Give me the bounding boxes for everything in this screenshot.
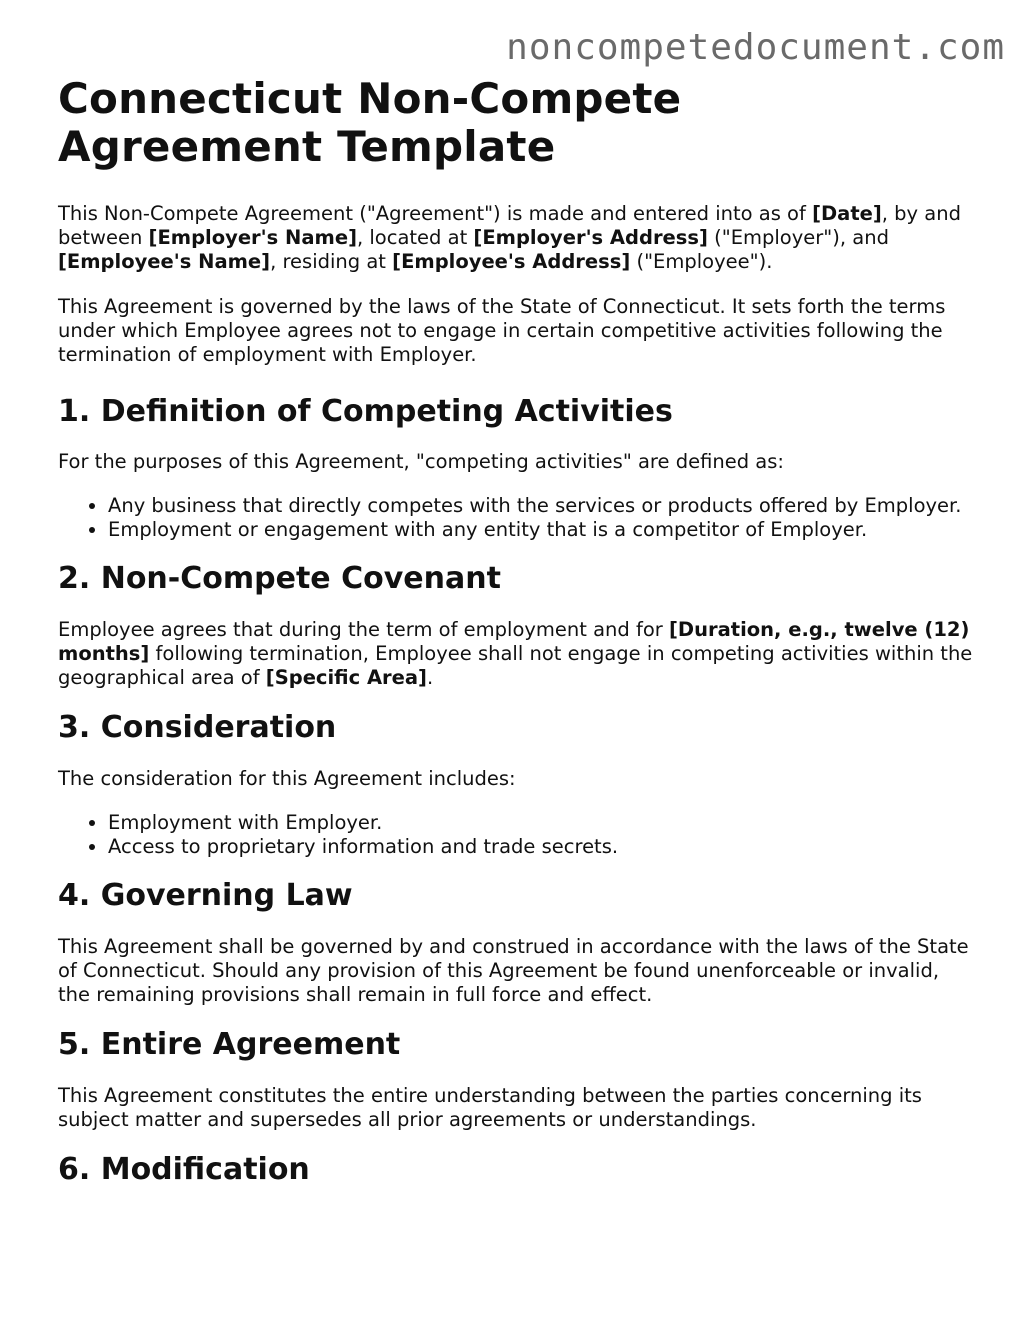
area-placeholder: [Specific Area] <box>265 666 427 689</box>
section-text-entire-agreement: This Agreement constitutes the entire understanding between the parties concerning its subject matter and supersedes all prior agreements or understandings. <box>58 1084 922 1131</box>
section-text-consideration: The consideration for this Agreement includes: <box>58 767 516 790</box>
consideration-list <box>58 811 977 859</box>
section-heading-governing-law: 4. Governing Law <box>58 878 353 913</box>
section-text-competing-activities: For the purposes of this Agreement, "competing activities" are defined as: <box>58 450 784 473</box>
list-item: • Employment or engagement with any entity that is a competitor of Employer. <box>108 518 977 542</box>
section-text-governing-law: This Agreement shall be governed by and construed in accordance with the laws of the State of Connecticut. Should any provision of this Agreement be found unenforceable or invalid, the remaining provisions shall remain in full force and effect. <box>58 935 969 1006</box>
intro-paragraph-governing: This Agreement is governed by the laws of the State of Connecticut. It sets forth the terms under which Employee agrees not to engage in certain competitive activities following the termination of employment with Employer. <box>58 295 946 366</box>
employee-name-placeholder: [Employee's Name] <box>58 250 271 273</box>
duration-placeholder: [Duration, e.g., twelve (12) months] <box>58 618 970 665</box>
list-item: • Employment with Employer. <box>108 811 977 835</box>
site-watermark: noncompetedocument.com <box>506 27 1005 68</box>
document-title: Connecticut Non-Compete Agreement Template <box>58 74 682 171</box>
intro-paragraph-parties: This Non-Compete Agreement ("Agreement") is made and entered into as of [Date], by and between [Employer's Name], located at [Employer's Address] ("Employer"), and [Employee's Name], residing at [Employee's Address] ("Employee"). <box>58 202 961 273</box>
employer-name-placeholder: [Employer's Name] <box>148 226 357 249</box>
section-text-non-compete-covenant: Employee agrees that during the term of employment and for [Duration, e.g., twelve (12) months] following termination, Employee shall not engage in competing activities within the geographical area of [Specific Area]. <box>58 618 973 689</box>
section-heading-competing-activities: 1. Definition of Competing Activities <box>58 394 673 429</box>
list-item: • Access to proprietary information and trade secrets. <box>108 835 977 859</box>
section-heading-non-compete-covenant: 2. Non-Compete Covenant <box>58 561 501 596</box>
section-heading-entire-agreement: 5. Entire Agreement <box>58 1027 401 1062</box>
date-placeholder: [Date] <box>812 202 882 225</box>
section-heading-modification: 6. Modification <box>58 1152 310 1187</box>
competing-activities-list <box>58 494 977 542</box>
employee-address-placeholder: [Employee's Address] <box>392 250 631 273</box>
list-item: • Any business that directly competes with the services or products offered by Employer. <box>108 494 977 518</box>
employer-address-placeholder: [Employer's Address] <box>473 226 708 249</box>
section-heading-consideration: 3. Consideration <box>58 710 337 745</box>
